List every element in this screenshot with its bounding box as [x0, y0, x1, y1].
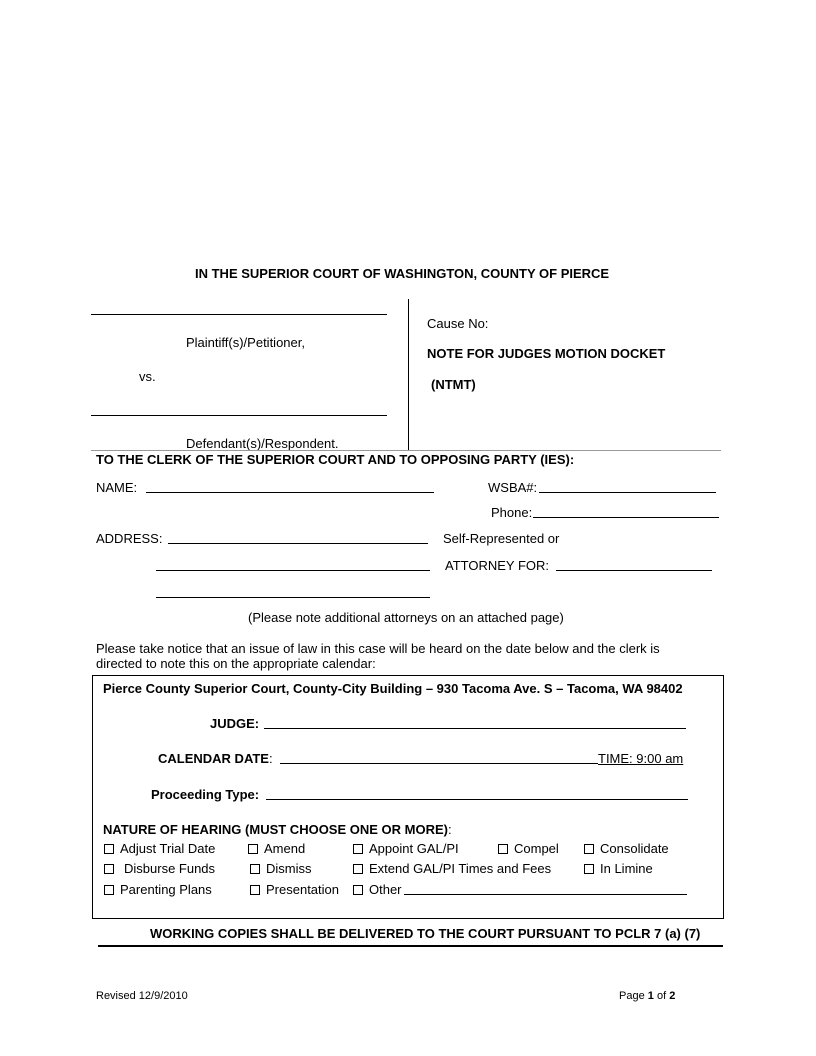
wsba-input-line[interactable]	[539, 492, 716, 493]
option-disburse-funds[interactable]: Disburse Funds	[104, 861, 215, 876]
option-in-limine[interactable]: In Limine	[584, 861, 653, 876]
document-title: NOTE FOR JUDGES MOTION DOCKET	[427, 346, 666, 361]
calendar-date-input-line[interactable]	[280, 763, 598, 764]
other-input-line[interactable]	[404, 894, 687, 895]
name-label: NAME:	[96, 480, 138, 495]
address-input-line-1[interactable]	[168, 543, 428, 544]
option-dismiss[interactable]: Dismiss	[250, 861, 312, 876]
option-amend[interactable]: Amend	[248, 841, 305, 856]
option-presentation[interactable]: Presentation	[250, 882, 339, 897]
proceeding-type-label: Proceeding Type:	[151, 787, 260, 802]
option-appoint-gal[interactable]: Appoint GAL/PI	[353, 841, 459, 856]
nature-colon: :	[447, 822, 452, 837]
name-input-line[interactable]	[146, 492, 434, 493]
address-label: ADDRESS:	[96, 531, 163, 546]
checkbox-icon[interactable]	[250, 864, 260, 874]
checkbox-icon[interactable]	[353, 844, 363, 854]
attorney-for-label: ATTORNEY FOR:	[445, 558, 550, 573]
defendant-name-line[interactable]	[91, 415, 387, 416]
judge-input-line[interactable]	[264, 728, 686, 729]
option-consolidate[interactable]: Consolidate	[584, 841, 669, 856]
working-copies-rule	[98, 945, 723, 947]
option-extend-gal[interactable]: Extend GAL/PI Times and Fees	[353, 861, 551, 876]
self-represented-label: Self-Represented or	[443, 531, 560, 546]
option-parenting-plans[interactable]: Parenting Plans	[104, 882, 212, 897]
court-title: IN THE SUPERIOR COURT OF WASHINGTON, COUNTY OF PIERCE	[195, 266, 610, 281]
time-label: TIME: 9:00 am	[598, 751, 684, 766]
to-clerk-heading: TO THE CLERK OF THE SUPERIOR COURT AND TO OPPOSING PARTY (IES):	[96, 452, 575, 467]
judge-label: JUDGE:	[210, 716, 260, 731]
checkbox-icon[interactable]	[498, 844, 508, 854]
additional-attorneys-note: (Please note additional attorneys on an attached page)	[248, 610, 564, 625]
working-copies-notice: WORKING COPIES SHALL BE DELIVERED TO THE COURT PURSUANT TO PCLR 7 (a) (7)	[150, 926, 701, 941]
attorney-for-input-line[interactable]	[556, 570, 712, 571]
checkbox-icon[interactable]	[584, 864, 594, 874]
caption-divider	[408, 299, 409, 450]
checkbox-icon[interactable]	[250, 885, 260, 895]
checkbox-icon[interactable]	[353, 864, 363, 874]
calendar-date-colon: :	[268, 751, 273, 766]
plaintiff-name-line[interactable]	[91, 314, 387, 315]
cause-no-label: Cause No:	[427, 316, 489, 331]
option-compel[interactable]: Compel	[498, 841, 559, 856]
nature-label: NATURE OF HEARING (MUST CHOOSE ONE OR MORE)	[103, 822, 448, 837]
page-number: Page 1 of 2	[619, 990, 676, 1002]
caption-bottom-rule	[91, 450, 721, 451]
checkbox-icon[interactable]	[584, 844, 594, 854]
option-other[interactable]: Other	[353, 882, 402, 897]
checkbox-icon[interactable]	[248, 844, 258, 854]
defendant-label: Defendant(s)/Respondent.	[186, 436, 339, 451]
phone-label: Phone:	[491, 505, 533, 520]
checkbox-icon[interactable]	[104, 844, 114, 854]
option-adjust-trial-date[interactable]: Adjust Trial Date	[104, 841, 215, 856]
plaintiff-label: Plaintiff(s)/Petitioner,	[186, 335, 305, 350]
notice-paragraph: Please take notice that an issue of law in this case will be heard on the date below and the clerk is directed to note this on the appropriate calendar:	[96, 641, 660, 671]
calendar-date-label: CALENDAR DATE	[158, 751, 269, 766]
checkbox-icon[interactable]	[104, 864, 114, 874]
wsba-label: WSBA#:	[488, 480, 538, 495]
nature-heading	[103, 822, 452, 837]
checkbox-icon[interactable]	[104, 885, 114, 895]
proceeding-type-input-line[interactable]	[266, 799, 688, 800]
document-code: (NTMT)	[431, 377, 476, 392]
revised-date: Revised 12/9/2010	[96, 990, 188, 1002]
calendar-date-row	[158, 751, 273, 766]
address-input-line-3[interactable]	[156, 597, 430, 598]
address-input-line-2[interactable]	[156, 570, 430, 571]
checkbox-icon[interactable]	[353, 885, 363, 895]
phone-input-line[interactable]	[533, 517, 719, 518]
vs-label: vs.	[139, 369, 156, 384]
court-location: Pierce County Superior Court, County-City Building – 930 Tacoma Ave. S – Tacoma, WA 98402	[103, 681, 683, 696]
